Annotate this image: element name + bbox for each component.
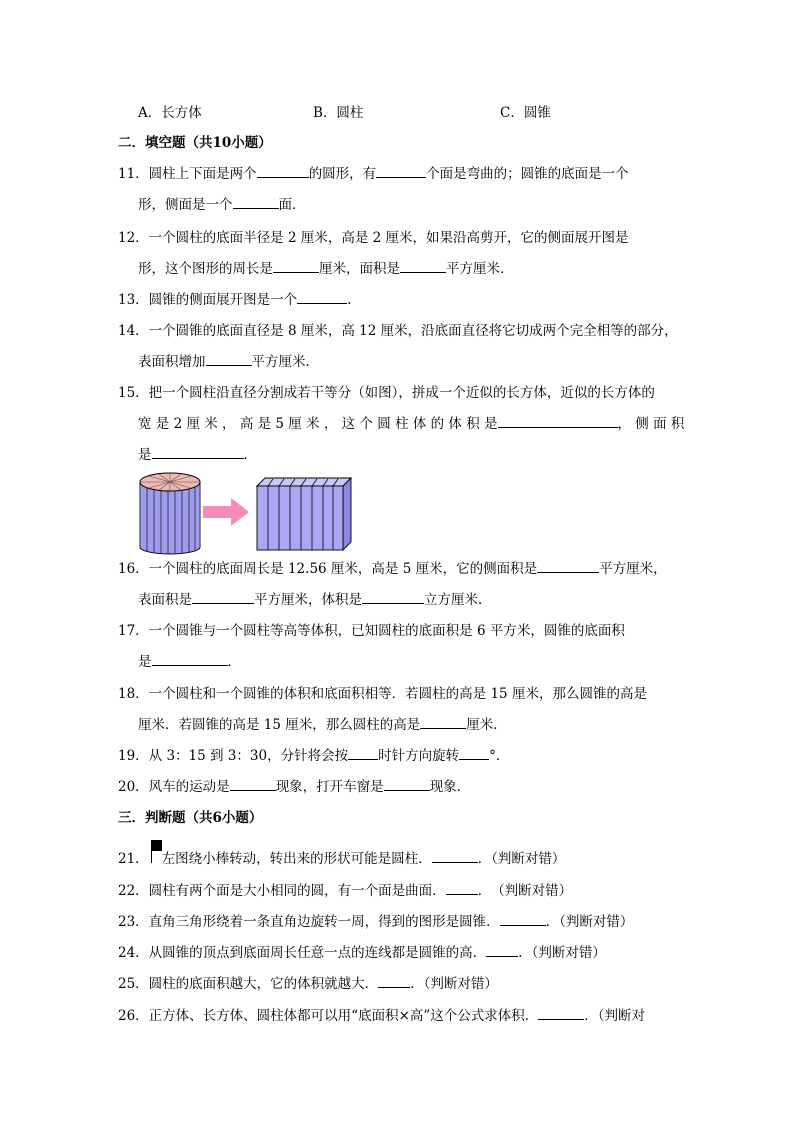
answer-blank[interactable] <box>273 259 319 273</box>
answer-blank[interactable] <box>230 777 276 791</box>
answer-blank[interactable] <box>192 590 254 604</box>
question-15-line-1: 15．把一个圆柱沿直径分割成若干等分（如图），拼成一个近似的长方体，近似的长方体的 <box>118 385 655 401</box>
question-18-line-2: 厘米．若圆锥的高是 15 厘米，那么圆柱的高是 厘米． <box>138 717 507 733</box>
question-12-line-1: 12．一个圆柱的底面半径是 2 厘米，高是 2 厘米，如果沿高剪开，它的侧面展开图是 <box>118 230 629 246</box>
answer-blank[interactable] <box>152 445 244 459</box>
question-15-line-3: 是 ． <box>138 447 257 463</box>
question-19: 19．从 3：15 到 3：30，分针将会按 时针方向旋转 °． <box>118 748 510 764</box>
section-true-false-header: 三．判断题（共6小题） <box>118 810 263 826</box>
stick-figure-icon <box>149 849 162 869</box>
question-23: 23．直角三角形绕着一条直角边旋转一周，得到的图形是圆锥． ．（判断对错） <box>118 914 634 930</box>
answer-blank[interactable] <box>257 164 309 178</box>
cylinder-figure <box>140 473 200 554</box>
answer-blank[interactable] <box>297 290 347 304</box>
option-b: B．圆柱 <box>313 105 364 121</box>
answer-blank[interactable] <box>498 414 618 428</box>
cylinder-rearrange-figure <box>135 470 360 555</box>
answer-blank[interactable] <box>500 912 546 926</box>
rearranged-box-figure <box>257 478 351 550</box>
question-14-line-2: 表面积增加 平方厘米． <box>138 354 319 370</box>
answer-blank[interactable] <box>420 715 466 729</box>
question-16-line-2: 表面积是 平方厘米，体积是 立方厘米． <box>138 592 492 608</box>
answer-blank[interactable] <box>446 881 478 895</box>
question-14-line-1: 14．一个圆锥的底面直径是 8 厘米，高 12 厘米，沿底面直径将它切成两个完全相等的部分， <box>118 323 678 339</box>
answer-blank[interactable] <box>384 777 430 791</box>
option-a: A．长方体 <box>138 105 202 121</box>
answer-blank[interactable] <box>459 746 489 760</box>
answer-blank[interactable] <box>432 849 478 863</box>
section-fill-in-header: 二．填空题（共10小题） <box>118 135 272 151</box>
question-24: 24．从圆锥的顶点到底面周长任意一点的连线都是圆锥的高． ．（判断对错） <box>118 945 606 961</box>
arrow-icon <box>203 498 249 526</box>
answer-blank[interactable] <box>206 352 252 366</box>
question-17-line-2: 是 ． <box>138 654 241 670</box>
question-17-line-1: 17．一个圆锥与一个圆柱等高等体积，已知圆柱的底面积是 6 平方米，圆锥的底面积 <box>118 623 625 639</box>
answer-blank[interactable] <box>486 943 518 957</box>
option-c: C．圆锥 <box>500 105 551 121</box>
answer-blank[interactable] <box>348 746 378 760</box>
question-11-line-2: 形，侧面是一个 面． <box>138 197 306 213</box>
question-25: 25．圆柱的底面积越大，它的体积就越大． ．（判断对错） <box>118 976 498 992</box>
question-11-line-1: 11．圆柱上下面是两个 的圆形，有 个面是弯曲的；圆锥的底面是一个 <box>118 166 629 182</box>
answer-blank[interactable] <box>537 559 599 573</box>
question-20: 20．风车的运动是 现象，打开车窗是 现象． <box>118 779 471 795</box>
answer-blank[interactable] <box>376 164 426 178</box>
question-21: 21． 左图绕小棒转动，转出来的形状可能是圆柱． ．（判断对错） <box>118 849 565 869</box>
answer-blank[interactable] <box>538 1006 584 1020</box>
question-22: 22．圆柱有两个面是大小相同的圆，有一个面是曲面． ． （判断对错） <box>118 883 573 899</box>
question-18-line-1: 18．一个圆柱和一个圆锥的体积和底面积相等．若圆柱的高是 15 厘米，那么圆锥的高是 <box>118 686 647 702</box>
question-15-line-2: 宽 是 2 厘 米 ， 高 是 5 厘 米 ， 这 个 圆 柱 体 的 体 积 是 ， 侧 面 积 <box>138 416 685 432</box>
question-26: 26．正方体、长方体、圆柱体都可以用“底面积×高”这个公式求体积． ．（判断对 <box>118 1008 646 1024</box>
answer-blank[interactable] <box>362 590 424 604</box>
answer-blank[interactable] <box>378 974 410 988</box>
answer-blank[interactable] <box>152 652 228 666</box>
answer-blank[interactable] <box>233 195 279 209</box>
question-16-line-1: 16．一个圆柱的底面周长是 12.56 厘米，高是 5 厘米，它的侧面积是 平方厘米， <box>118 561 667 577</box>
question-13: 13．圆锥的侧面展开图是一个 ． <box>118 292 361 308</box>
question-12-line-2: 形，这个图形的周长是 厘米，面积是 平方厘米． <box>138 261 514 277</box>
answer-blank[interactable] <box>400 259 446 273</box>
